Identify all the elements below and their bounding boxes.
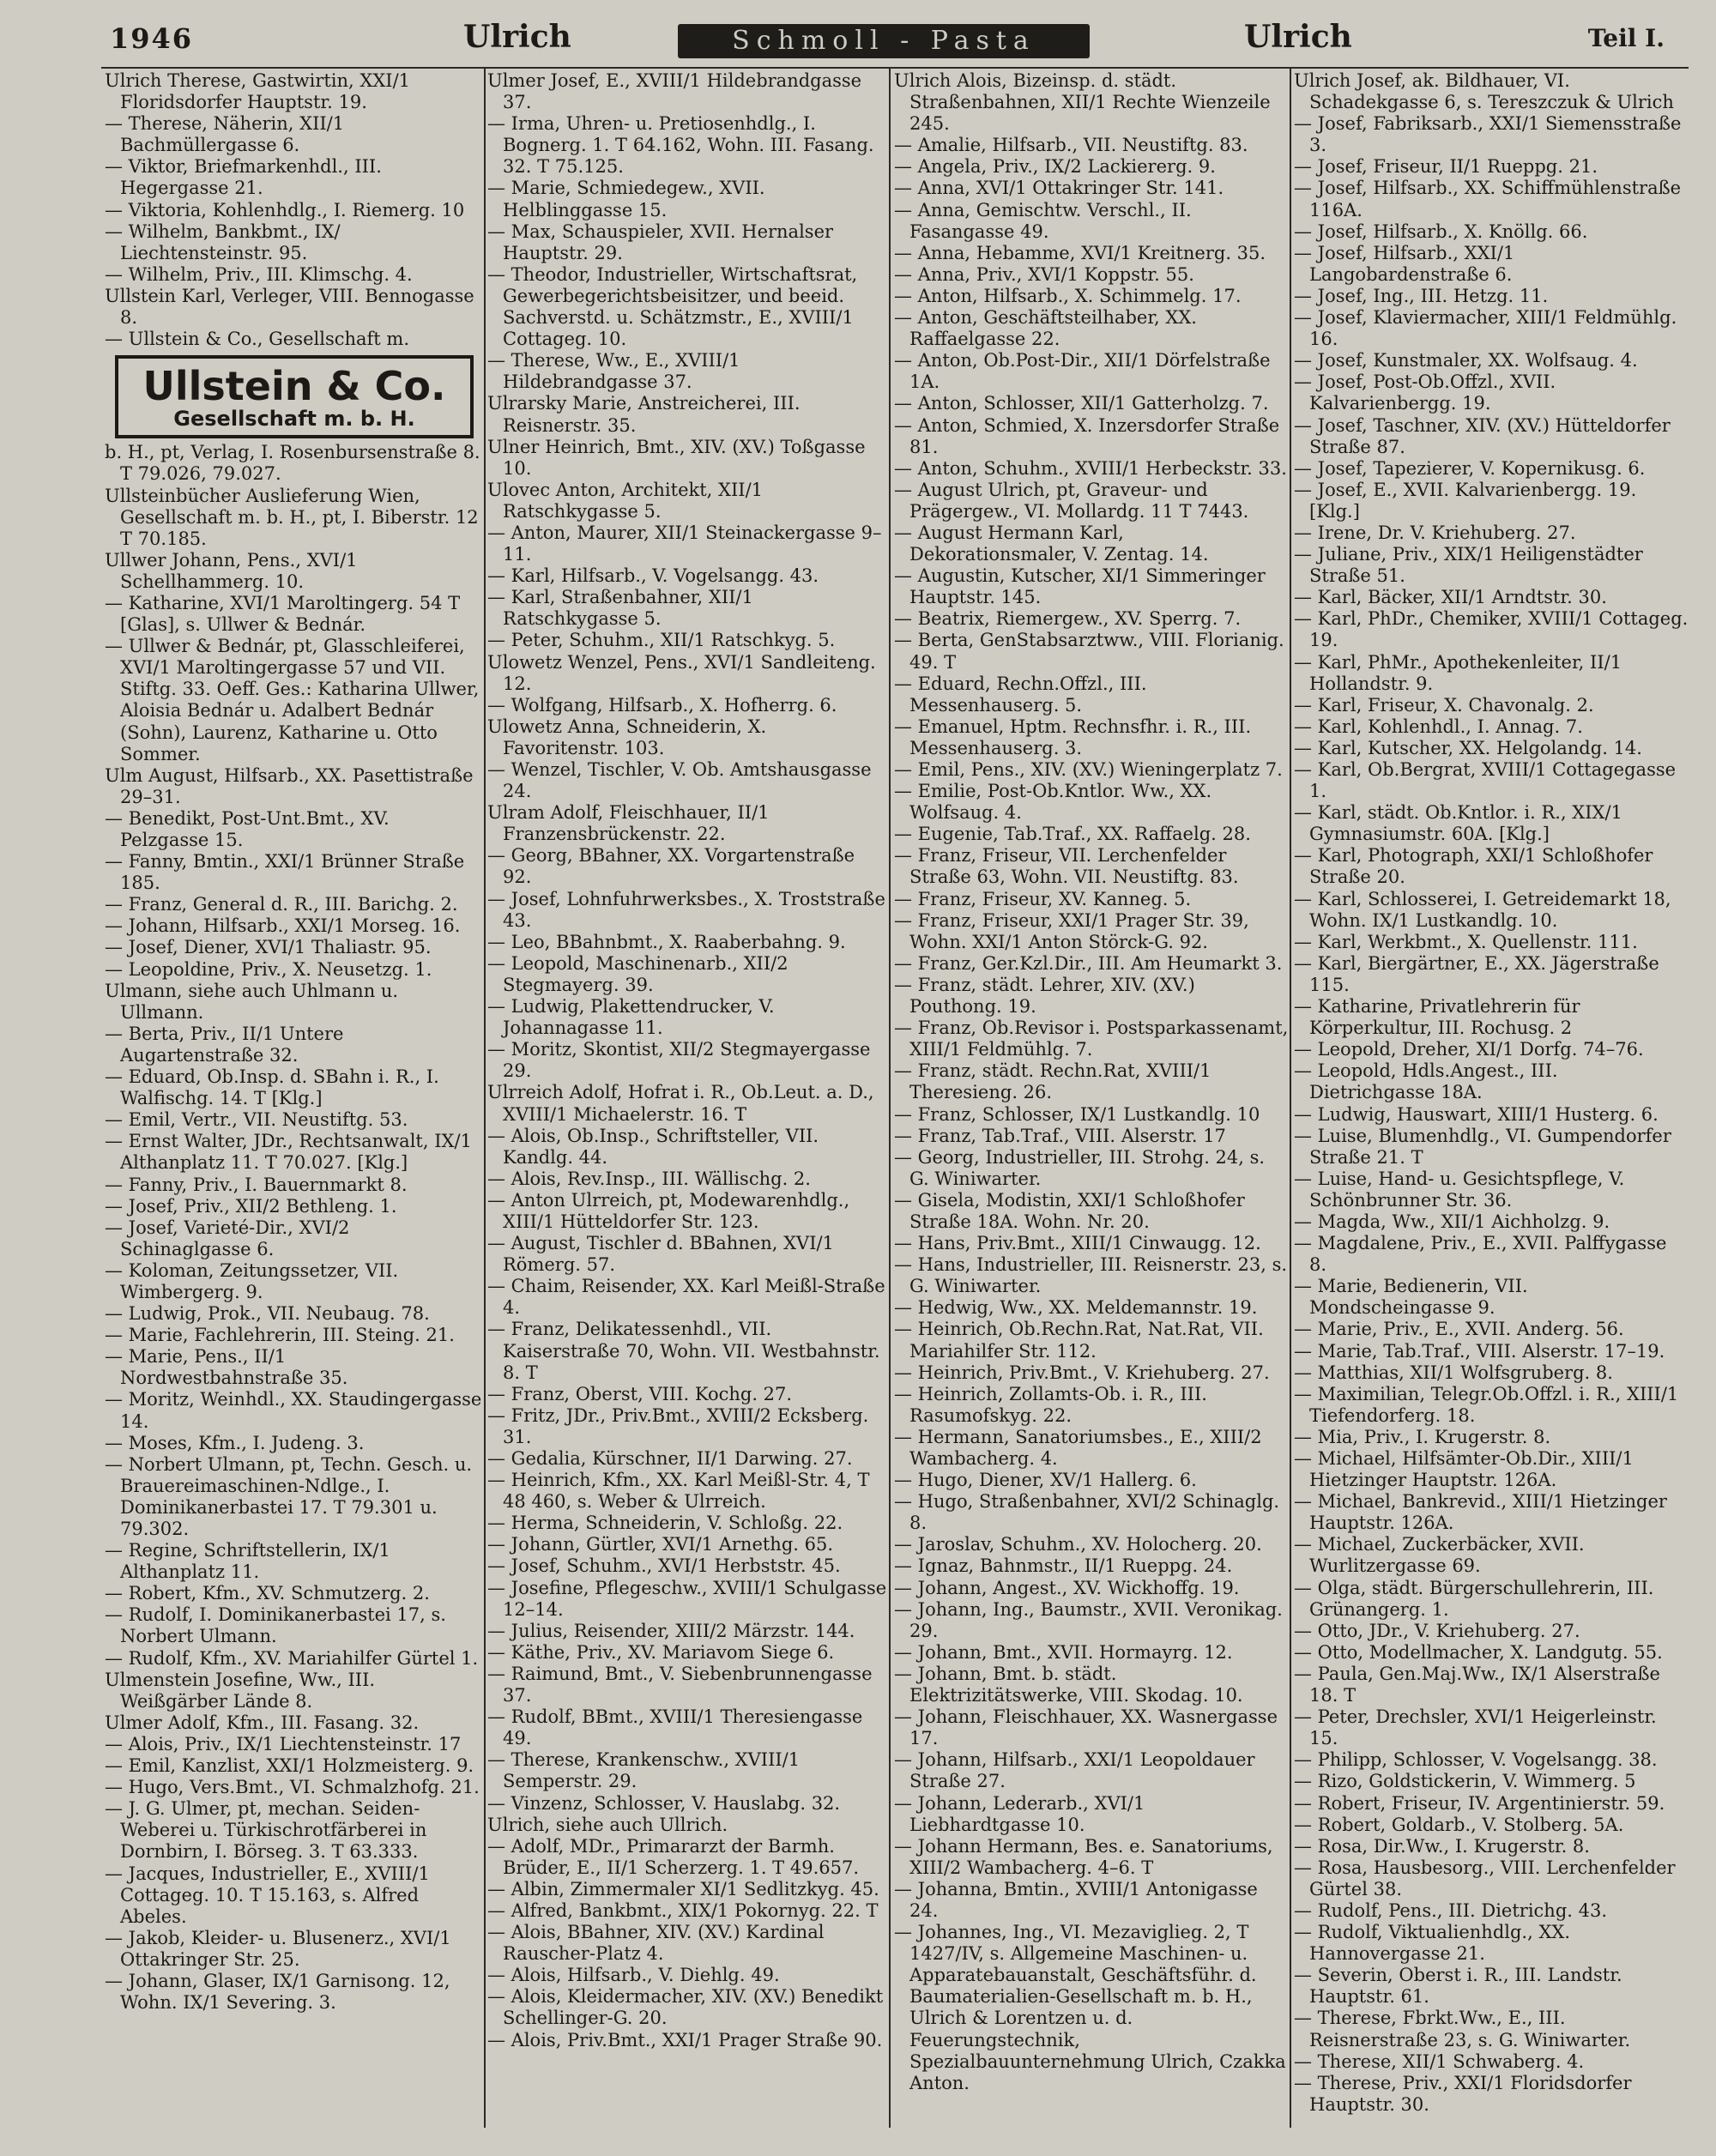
directory-entry: Ullsteinbücher Auslieferung Wien, Gesellschaft m. b. H., pt, I. Biberstr. 12 T 70.185. xyxy=(105,485,479,549)
directory-entry: — Heinrich, Zollamts-Ob. i. R., III. Rasumofskyg. 22. xyxy=(894,1383,1207,1426)
directory-entry: — Josef, E., XVII. Kalvarienbergg. 19. [Klg.] xyxy=(1294,479,1637,522)
directory-entry: — Karl, Straßenbahner, XII/1 Ratschkygasse 5. xyxy=(487,587,753,630)
directory-entry: — Viktoria, Kohlenhdlg., I. Riemerg. 10 xyxy=(105,199,465,220)
directory-entry: — Ignaz, Bahnmstr., II/1 Rueppg. 24. xyxy=(894,1555,1233,1577)
directory-entry: — Jakob, Kleider- u. Blusenerz., XVI/1 Ottakringer Str. 25. xyxy=(105,1927,451,1970)
directory-entry: — Ludwig, Hauswart, XIII/1 Husterg. 6. xyxy=(1294,1103,1659,1125)
directory-entry: Ullwer Johann, Pens., XVI/1 Schellhammerg. 10. xyxy=(105,549,358,592)
directory-entry: — Karl, PhDr., Chemiker, XVIII/1 Cottageg. 19. xyxy=(1294,608,1689,651)
directory-entry: — Josef, Hilfsarb., XXI/1 Langobardenstraße 6. xyxy=(1294,242,1515,285)
directory-entry: — Otto, JDr., V. Kriehuberg. 27. xyxy=(1294,1620,1580,1641)
directory-entry: — Leopold, Maschinenarb., XII/2 Stegmayerg. 39. xyxy=(487,952,789,995)
directory-entry: b. H., pt, Verlag, I. Rosenbursenstraße 8. T 79.026, 79.027. xyxy=(105,442,480,485)
directory-entry: — Josef, Tapezierer, V. Kopernikusg. 6. xyxy=(1294,457,1646,479)
directory-entry: — Franz, Ob.Revisor i. Postsparkassenamt, XIII/1 Feldmühlg. 7. xyxy=(894,1018,1289,1060)
directory-entry: — Johann, Fleischhauer, XX. Wasnergasse 17. xyxy=(894,1706,1278,1749)
directory-entry: — Karl, Werkbmt., X. Quellenstr. 111. xyxy=(1294,931,1638,952)
directory-entry: — Josef, Diener, XVI/1 Thaliastr. 95. xyxy=(105,937,432,958)
directory-entry: — Wilhelm, Bankbmt., IX/ Liechtensteinstr. 95. xyxy=(105,220,341,263)
directory-entry: — Theodor, Industrieller, Wirtschaftsrat, Gewerbegerichtsbeisitzer, und beeid. Sachverstd. u. Schätzmstr., E., XVIII/1 Cottageg. 10. xyxy=(487,263,858,350)
directory-entry: — Therese, Ww., E., XVIII/1 Hildebrandgasse 37. xyxy=(487,350,740,393)
directory-entry: Ulm August, Hilfsarb., XX. Pasettistraße 29–31. xyxy=(105,764,474,807)
directory-entry: — Anna, XVI/1 Ottakringer Str. 141. xyxy=(894,178,1224,199)
directory-entry: — Alois, Ob.Insp., Schriftsteller, VII. Kandlg. 44. xyxy=(487,1125,819,1168)
page-header xyxy=(103,15,1665,67)
directory-entry: — Berta, Priv., II/1 Untere Augartenstraße 32. xyxy=(105,1023,344,1066)
directory-entry: — Josef, Post-Ob.Offzl., XVII. Kalvarienbergg. 19. xyxy=(1294,371,1556,414)
directory-entry: Ulrich, siehe auch Ullrich. xyxy=(487,1814,728,1835)
directory-entry: — Johann, Ing., Baumstr., XVII. Veronikag. 29. xyxy=(894,1598,1283,1641)
directory-entry: — Johann, Gürtler, XVI/1 Arnethg. 65. xyxy=(487,1534,834,1555)
directory-entry: — Johannes, Ing., VI. Mezaviglieg. 2, T 1427/IV, s. Allgemeine Maschinen- u. Apparatebauanstalt, Geschäftsführ. d. Baumaterialien-Gesellschaft m. b. H., Ulrich & Lorentzen u. d. Feuerungstechnik, Spezialbauunternehmung Ulrich, Czakka Anton. xyxy=(894,1922,1286,2093)
directory-entry: — Heinrich, Kfm., XX. Karl Meißl-Str. 4, T 48 460, s. Weber & Ulrreich. xyxy=(487,1470,870,1513)
directory-entry: — Michael, Bankrevid., XIII/1 Hietzinger Hauptstr. 126A. xyxy=(1294,1491,1667,1534)
directory-entry: — Heinrich, Ob.Rechn.Rat, Nat.Rat, VII. Mariahilfer Str. 112. xyxy=(894,1319,1264,1362)
directory-entry: Ulmenstein Josefine, Ww., III. Weißgärber Lände 8. xyxy=(105,1669,376,1712)
directory-entry: — Hermann, Sanatoriumsbes., E., XIII/2 Wambacherg. 4. xyxy=(894,1426,1262,1469)
directory-entry: — Anton, Maurer, XII/1 Steinackergasse 9–11. xyxy=(487,522,882,565)
directory-entry: — Leopold, Hdls.Angest., III. Dietrichgasse 18A. xyxy=(1294,1060,1558,1103)
directory-entry: — Emil, Kanzlist, XXI/1 Holzmeisterg. 9. xyxy=(105,1755,474,1777)
directory-entry: — Johanna, Bmtin., XVIII/1 Antonigasse 24. xyxy=(894,1878,1258,1921)
section-label: Teil I. xyxy=(1587,24,1665,52)
directory-entry: — Alois, Hilfsarb., V. Diehlg. 49. xyxy=(487,1965,780,1986)
directory-entry: — Alois, Kleidermacher, XIV. (XV.) Benedikt Schellinger-G. 20. xyxy=(487,1986,884,2029)
directory-entry: — Ullwer & Bednár, pt, Glasschleiferei, XVI/1 Maroltingergasse 57 und VII. Stiftg. 33. Oeff. Ges.: Katharina Ullwer, Aloisia Bednár u. Adalbert Bednár (Sohn), Laurenz, Katharine u. Otto Sommer. xyxy=(105,636,480,764)
directory-entry: — Rudolf, Kfm., XV. Mariahilfer Gürtel 1. xyxy=(105,1647,479,1669)
directory-entry: — Georg, Industrieller, III. Strohg. 24, s. G. Winiwarter. xyxy=(894,1146,1266,1189)
directory-entry: — Ernst Walter, JDr., Rechtsanwalt, IX/1 Althanplatz 11. T 70.027. [Klg.] xyxy=(105,1131,472,1174)
directory-entry: — Anna, Priv., XVI/1 Koppstr. 55. xyxy=(894,263,1194,285)
directory-entry: — Moritz, Weinhdl., XX. Staudingergasse 14. xyxy=(105,1389,482,1432)
directory-entry: — Rudolf, Viktualienhdlg., XX. Hannovergasse 21. xyxy=(1294,1922,1571,1965)
directory-entry: — Franz, städt. Lehrer, XIV. (XV.) Pouthong. 19. xyxy=(894,974,1195,1018)
directory-entry: — Maximilian, Telegr.Ob.Offzl. i. R., XIII/1 Tiefendorferg. 18. xyxy=(1294,1383,1679,1426)
directory-entry: — Severin, Oberst i. R., III. Landstr. Hauptstr. 61. xyxy=(1294,1965,1622,2008)
directory-entry: — Josef, Klaviermacher, XIII/1 Feldmühlg. 16. xyxy=(1294,307,1677,350)
directory-entry: — Adolf, MDr., Primararzt der Barmh. Brüder, E., II/1 Scherzerg. 1. T 49.657. xyxy=(487,1835,860,1878)
directory-entry: Ulmer Josef, E., XVIII/1 Hildebrandgasse 37. xyxy=(487,70,862,113)
directory-entry: — Marie, Bedienerin, VII. Mondscheingasse 9. xyxy=(1294,1276,1528,1319)
directory-entry: — Johann, Bmt. b. städt. Elektrizitätswerke, VIII. Skodag. 10. xyxy=(894,1663,1243,1706)
directory-entry: — Anton, Geschäftsteilhaber, XX. Raffaelgasse 22. xyxy=(894,307,1197,350)
directory-entry: — Karl, Biergärtner, E., XX. Jägerstraße 115. xyxy=(1294,952,1659,995)
directory-entry: — Anna, Hebamme, XVI/1 Kreitnerg. 35. xyxy=(894,242,1266,263)
directory-entry: — Luise, Blumenhdlg., VI. Gumpendorfer Straße 21. T xyxy=(1294,1125,1671,1168)
directory-entry: Ulrarsky Marie, Anstreicherei, III. Reisnerstr. 35. xyxy=(487,393,801,436)
directory-entry: — Josef, Hilfsarb., X. Knöllg. 66. xyxy=(1294,220,1588,242)
directory-entry: — Regine, Schriftstellerin, IX/1 Althanplatz 11. xyxy=(105,1540,390,1583)
directory-entry: — Franz, Oberst, VIII. Kochg. 27. xyxy=(487,1383,793,1404)
directory-entry: — Katharine, Privatlehrerin für Körperkultur, III. Rochusg. 2 xyxy=(1294,996,1580,1039)
directory-entry: — Olga, städt. Bürgerschullehrerin, III. Grünangerg. 1. xyxy=(1294,1577,1654,1620)
directory-entry: — Wilhelm, Priv., III. Klimschg. 4. xyxy=(105,263,413,285)
directory-entry: — Leopold, Dreher, XI/1 Dorfg. 74–76. xyxy=(1294,1039,1644,1060)
directory-entry: — Max, Schauspieler, XVII. Hernalser Hauptstr. 29. xyxy=(487,220,834,263)
directory-entry: — J. G. Ulmer, pt, mechan. Seiden-Weberei u. Türkischrotfärberei in Dornbirn, I. Börseg. 3. T 63.333. xyxy=(105,1798,427,1863)
column-divider xyxy=(889,69,891,2128)
directory-entry: — Käthe, Priv., XV. Mariavom Siege 6. xyxy=(487,1641,835,1663)
column-1 xyxy=(105,70,482,2138)
directory-entry: — Therese, Fbrkt.Ww., E., III. Reisnerstraße 23, s. G. Winiwarter. xyxy=(1294,2008,1631,2050)
directory-entry: — Moses, Kfm., I. Judeng. 3. xyxy=(105,1432,365,1453)
column-divider xyxy=(1290,69,1291,2128)
directory-entry: — Franz, Friseur, XV. Kanneg. 5. xyxy=(894,888,1192,909)
directory-entry: — Karl, Ob.Bergrat, XVIII/1 Cottagegasse 1. xyxy=(1294,759,1677,802)
directory-entry: — Michael, Zuckerbäcker, XVII. Wurlitzergasse 69. xyxy=(1294,1534,1585,1577)
directory-entry: — August Hermann Karl, Dekorationsmaler, V. Zentag. 14. xyxy=(894,522,1209,565)
directory-entry: — Magda, Ww., XII/1 Aichholzg. 9. xyxy=(1294,1211,1610,1232)
directory-entry: — Juliane, Priv., XIX/1 Heiligenstädter Straße 51. xyxy=(1294,544,1643,587)
directory-entry: — Josef, Friseur, II/1 Rueppg. 21. xyxy=(1294,156,1598,178)
directory-entry: — Albin, Zimmermaler XI/1 Sedlitzkyg. 45. xyxy=(487,1878,879,1899)
directory-entry: — Fanny, Priv., I. Bauernmarkt 8. xyxy=(105,1174,408,1195)
ad-title: Ullstein & Co. xyxy=(142,363,446,410)
directory-entry: — Fritz, JDr., Priv.Bmt., XVIII/2 Ecksberg. 31. xyxy=(487,1404,869,1447)
directory-entry: — Therese, Näherin, XII/1 Bachmüllergasse 6. xyxy=(105,113,345,156)
directory-entry: — Gedalia, Kürschner, II/1 Darwing. 27. xyxy=(487,1448,853,1469)
directory-entry: — Viktor, Briefmarkenhdl., III. Hegergasse 21. xyxy=(105,156,382,199)
directory-entry: — Hugo, Vers.Bmt., VI. Schmalzhofg. 21. xyxy=(105,1777,480,1798)
directory-entry: — Josef, Schuhm., XVI/1 Herbststr. 45. xyxy=(487,1555,841,1577)
directory-entry: — Rosa, Dir.Ww., I. Krugerstr. 8. xyxy=(1294,1835,1590,1857)
directory-entry: — Georg, BBahner, XX. Vorgartenstraße 92. xyxy=(487,845,855,888)
directory-entry: — Karl, Kutscher, XX. Helgolandg. 14. xyxy=(1294,737,1642,758)
directory-entry: — Franz, Schlosser, IX/1 Lustkandlg. 10 xyxy=(894,1103,1260,1125)
running-head-right: Ulrich xyxy=(1244,19,1352,55)
directory-entry: — Marie, Fachlehrerin, III. Steing. 21. xyxy=(105,1325,455,1346)
directory-entry: — Anton, Ob.Post-Dir., XII/1 Dörfelstraße 1A. xyxy=(894,350,1271,393)
directory-entry: — Alois, Rev.Insp., III. Wällischg. 2. xyxy=(487,1168,811,1189)
directory-entry: Ulmer Adolf, Kfm., III. Fasang. 32. xyxy=(105,1712,420,1733)
directory-entry: — Josef, Priv., XII/2 Bethleng. 1. xyxy=(105,1195,397,1217)
directory-entry: — Katharine, XVI/1 Maroltingerg. 54 T [Glas], s. Ullwer & Bednár. xyxy=(105,592,461,636)
directory-entry: — Karl, Kohlenhdl., I. Annag. 7. xyxy=(1294,716,1583,737)
directory-entry: — Robert, Goldarb., V. Stolberg. 5A. xyxy=(1294,1814,1624,1835)
directory-entry: — Mia, Priv., I. Krugerstr. 8. xyxy=(1294,1426,1551,1447)
directory-entry: — Therese, Krankenschw., XVIII/1 Semperstr. 29. xyxy=(487,1749,801,1792)
directory-entry: — Raimund, Bmt., V. Siebenbrunnengasse 37. xyxy=(487,1663,873,1706)
directory-entry: — Marie, Tab.Traf., VIII. Alserstr. 17–19. xyxy=(1294,1340,1665,1362)
directory-entry: — Leopoldine, Priv., X. Neusetzg. 1. xyxy=(105,958,432,980)
directory-entry: — Emil, Pens., XIV. (XV.) Wieningerplatz 7. xyxy=(894,759,1283,780)
directory-entry: — Augustin, Kutscher, XI/1 Simmeringer Hauptstr. 145. xyxy=(894,565,1266,608)
directory-entry: — Josef, Varieté-Dir., XVI/2 Schinaglgasse 6. xyxy=(105,1217,350,1259)
directory-entry: — Karl, städt. Ob.Kntlor. i. R., XIX/1 Gymnasiumstr. 60A. [Klg.] xyxy=(1294,802,1622,845)
directory-entry: — Josef, Fabriksarb., XXI/1 Siemensstraße 3. xyxy=(1294,113,1682,156)
directory-entry: — Karl, Friseur, X. Chavonalg. 2. xyxy=(1294,694,1594,716)
directory-entry: — Karl, Bäcker, XII/1 Arndtstr. 30. xyxy=(1294,587,1607,608)
directory-entry: — Matthias, XII/1 Wolfsgruberg. 8. xyxy=(1294,1362,1613,1383)
directory-entry: — Alfred, Bankbmt., XIX/1 Pokornyg. 22. T xyxy=(487,1899,879,1921)
directory-entry: — Franz, städt. Rechn.Rat, XVIII/1 Theresieng. 26. xyxy=(894,1060,1211,1103)
directory-entry: — Vinzenz, Schlosser, V. Hauslabg. 32. xyxy=(487,1792,841,1814)
directory-entry: — Alois, Priv., IX/1 Liechtensteinstr. 17 xyxy=(105,1733,462,1754)
page-year: 1946 xyxy=(110,22,194,55)
column-divider xyxy=(484,69,486,2128)
directory-entry: — Heinrich, Priv.Bmt., V. Kriehuberg. 27. xyxy=(894,1362,1270,1383)
directory-entry: — Moritz, Skontist, XII/2 Stegmayergasse 29. xyxy=(487,1039,871,1082)
directory-entry: — Angela, Priv., IX/2 Lackiererg. 9. xyxy=(894,156,1216,178)
directory-entry: — Ullstein & Co., Gesellschaft m. xyxy=(105,329,410,350)
directory-entry: — Wolfgang, Hilfsarb., X. Hofherrg. 6. xyxy=(487,694,837,716)
directory-entry: — Beatrix, Riemergew., XV. Sperrg. 7. xyxy=(894,608,1242,630)
directory-entry: — Franz, Tab.Traf., VIII. Alserstr. 17 xyxy=(894,1125,1226,1146)
directory-entry: Ulrich Josef, ak. Bildhauer, VI. Schadekgasse 6, s. Tereszczuk & Ulrich xyxy=(1294,70,1674,113)
directory-entry: Ulrich Alois, Bizeinsp. d. städt. Straßenbahnen, XII/1 Rechte Wienzeile 245. xyxy=(894,70,1271,135)
directory-entry: — Anna, Gemischtw. Verschl., II. Fasangasse 49. xyxy=(894,199,1192,242)
directory-entry: Ulmann, siehe auch Uhlmann u. Ullmann. xyxy=(105,980,399,1023)
directory-entry: — Johann, Glaser, IX/1 Garnisong. 12, Wohn. IX/1 Severing. 3. xyxy=(105,1970,450,2014)
directory-entry: — Irma, Uhren- u. Pretiosenhdlg., I. Bognerg. 1. T 64.162, Wohn. III. Fasang. 32. T 75.125. xyxy=(487,113,874,178)
directory-entry: — Luise, Hand- u. Gesichtspflege, V. Schönbrunner Str. 36. xyxy=(1294,1168,1625,1211)
directory-entry: — Johann, Bmt., XVII. Hormayrg. 12. xyxy=(894,1641,1233,1663)
directory-entry: — Eugenie, Tab.Traf., XX. Raffaelg. 28. xyxy=(894,824,1251,845)
directory-entry: — Fanny, Bmtin., XXI/1 Brünner Straße 185. xyxy=(105,851,465,894)
directory-entry: — Leo, BBahnbmt., X. Raaberbahng. 9. xyxy=(487,931,846,952)
directory-entry: — Julius, Reisender, XIII/2 Märzstr. 144. xyxy=(487,1620,855,1641)
directory-entry: — Peter, Schuhm., XII/1 Ratschkyg. 5. xyxy=(487,630,836,651)
directory-entry: — Ludwig, Plakettendrucker, V. Johannagasse 11. xyxy=(487,996,775,1039)
directory-entry: — Hans, Priv.Bmt., XIII/1 Cinwaugg. 12. xyxy=(894,1233,1261,1254)
column-3 xyxy=(894,70,1289,2138)
directory-entry: — Franz, General d. R., III. Barichg. 2. xyxy=(105,894,458,915)
directory-entry: — Franz, Friseur, XXI/1 Prager Str. 39, Wohn. XXI/1 Anton Störck-G. 92. xyxy=(894,909,1249,952)
directory-entry: — Johann, Angest., XV. Wickhoffg. 19. xyxy=(894,1577,1240,1598)
directory-entry: — Hedwig, Ww., XX. Meldemannstr. 19. xyxy=(894,1297,1258,1319)
directory-entry: — Josef, Hilfsarb., XX. Schiffmühlenstraße 116A. xyxy=(1294,178,1682,220)
directory-entry: — Emil, Vertr., VII. Neustiftg. 53. xyxy=(105,1109,408,1131)
directory-entry: Ulram Adolf, Fleischhauer, II/1 Franzensbrückenstr. 22. xyxy=(487,802,770,845)
running-head-left: Ulrich xyxy=(463,19,571,55)
directory-entry: — Emanuel, Hptm. Rechnsfhr. i. R., III. Messenhauserg. 3. xyxy=(894,716,1252,758)
directory-entry: — Anton, Schuhm., XVIII/1 Herbeckstr. 33. xyxy=(894,457,1287,479)
directory-entry: — Rudolf, I. Dominikanerbastei 17, s. Norbert Ulmann. xyxy=(105,1604,446,1647)
directory-entry: — Benedikt, Post-Unt.Bmt., XV. Pelzgasse 15. xyxy=(105,807,390,850)
directory-entry: — Anton, Schmied, X. Inzersdorfer Straße 81. xyxy=(894,414,1280,457)
directory-entry: — Magdalene, Priv., E., XVII. Palffygasse 8. xyxy=(1294,1233,1667,1276)
directory-entry: Ullstein Karl, Verleger, VIII. Bennogasse 8. xyxy=(105,285,474,329)
directory-entry: — Alois, BBahner, XIV. (XV.) Kardinal Rauscher-Platz 4. xyxy=(487,1922,825,1965)
directory-entry: — Jaroslav, Schuhm., XV. Holocherg. 20. xyxy=(894,1534,1262,1555)
directory-entry: — Josefine, Pflegeschw., XVIII/1 Schulgasse 12–14. xyxy=(487,1577,887,1620)
directory-entry: — Josef, Taschner, XIV. (XV.) Hütteldorfer Straße 87. xyxy=(1294,414,1671,457)
directory-entry: — Josef, Ing., III. Hetzg. 11. xyxy=(1294,285,1549,306)
directory-entry: — Eduard, Rechn.Offzl., III. Messenhauserg. 5. xyxy=(894,673,1147,716)
directory-entry: — Therese, XII/1 Schwaberg. 4. xyxy=(1294,2050,1585,2072)
directory-entry: — Franz, Ger.Kzl.Dir., III. Am Heumarkt 3. xyxy=(894,952,1283,974)
directory-entry: — Therese, Priv., XXI/1 Floridsdorfer Hauptstr. 30. xyxy=(1294,2072,1632,2115)
directory-entry: — Anton, Hilfsarb., X. Schimmelg. 17. xyxy=(894,285,1242,306)
advertisement-box xyxy=(115,355,474,438)
directory-entry: — Anton Ulrreich, pt, Modewarenhdlg., XIII/1 Hütteldorfer Str. 123. xyxy=(487,1189,850,1232)
directory-entry: — Johann Hermann, Bes. e. Sanatoriums, XIII/2 Wambacherg. 4–6. T xyxy=(894,1835,1273,1878)
directory-entry: — Marie, Priv., E., XVII. Anderg. 56. xyxy=(1294,1319,1624,1340)
directory-entry: — Norbert Ulmann, pt, Techn. Gesch. u. Brauereimaschinen-Ndlge., I. Dominikanerbastei 17. T 79.301 u. 79.302. xyxy=(105,1453,473,1539)
directory-entry: — Michael, Hilfsämter-Ob.Dir., XIII/1 Hietzinger Hauptstr. 126A. xyxy=(1294,1448,1634,1491)
directory-entry: — Gisela, Modistin, XXI/1 Schloßhofer Straße 18A. Wohn. Nr. 20. xyxy=(894,1189,1245,1232)
directory-entry: Ulrreich Adolf, Hofrat i. R., Ob.Leut. a. D., XVIII/1 Michaelerstr. 16. T xyxy=(487,1082,874,1125)
directory-entry: — Franz, Delikatessenhdl., VII. Kaiserstraße 70, Wohn. VII. Westbahnstr. 8. T xyxy=(487,1319,880,1383)
directory-entry: Ulovec Anton, Architekt, XII/1 Ratschkygasse 5. xyxy=(487,479,763,522)
directory-entry: — August Ulrich, pt, Graveur- und Prägergew., VI. Mollardg. 11 T 7443. xyxy=(894,479,1249,522)
directory-entry: — Hugo, Straßenbahner, XVI/2 Schinaglg. 8. xyxy=(894,1491,1280,1534)
directory-entry: — Koloman, Zeitungssetzer, VII. Wimbergerg. 9. xyxy=(105,1259,399,1302)
directory-entry: — Karl, Photograph, XXI/1 Schloßhofer Straße 20. xyxy=(1294,845,1653,888)
directory-entry: — Robert, Friseur, IV. Argentinierstr. 59. xyxy=(1294,1792,1665,1814)
directory-entry: — Marie, Pens., II/1 Nordwestbahnstraße 35. xyxy=(105,1346,348,1389)
directory-entry: — Franz, Friseur, VII. Lerchenfelder Straße 63, Wohn. VII. Neustiftg. 83. xyxy=(894,845,1239,888)
directory-entry: — Berta, GenStabsarztww., VIII. Florianig. 49. T xyxy=(894,630,1284,673)
directory-entry: — Peter, Drechsler, XVI/1 Heigerleinstr. 15. xyxy=(1294,1706,1657,1749)
directory-entry: — Johann, Hilfsarb., XXI/1 Morseg. 16. xyxy=(105,915,461,937)
directory-entry: — Anton, Schlosser, XII/1 Gatterholzg. 7. xyxy=(894,393,1269,414)
directory-entry: — August, Tischler d. BBahnen, XVI/1 Römerg. 57. xyxy=(487,1233,834,1276)
directory-entry: Ulowetz Anna, Schneiderin, X. Favoritenstr. 103. xyxy=(487,716,767,758)
directory-entry: — Wenzel, Tischler, V. Ob. Amtshausgasse 24. xyxy=(487,759,872,802)
directory-entry: — Chaim, Reisender, XX. Karl Meißl-Straße 4. xyxy=(487,1276,885,1319)
directory-entry: — Rizo, Goldstickerin, V. Wimmerg. 5 xyxy=(1294,1771,1636,1792)
directory-entry: — Rudolf, Pens., III. Dietrichg. 43. xyxy=(1294,1899,1608,1921)
directory-entry: — Rudolf, BBmt., XVIII/1 Theresiengasse 49. xyxy=(487,1706,863,1749)
directory-entry: — Johann, Hilfsarb., XXI/1 Leopoldauer Straße 27. xyxy=(894,1749,1255,1792)
directory-entry: — Karl, PhMr., Apothekenleiter, II/1 Hollandstr. 9. xyxy=(1294,651,1622,694)
directory-entry: — Herma, Schneiderin, V. Schloßg. 22. xyxy=(487,1513,843,1534)
directory-entry: — Marie, Schmiedegew., XVII. Helblinggasse 15. xyxy=(487,178,765,220)
directory-entry: — Philipp, Schlosser, V. Vogelsangg. 38. xyxy=(1294,1749,1658,1771)
directory-entry: — Josef, Kunstmaler, XX. Wolfsaug. 4. xyxy=(1294,350,1638,371)
directory-entry: — Karl, Hilfsarb., V. Vogelsangg. 43. xyxy=(487,565,819,587)
column-4 xyxy=(1294,70,1689,2138)
directory-entry: — Paula, Gen.Maj.Ww., IX/1 Alserstraße 18. T xyxy=(1294,1663,1660,1706)
directory-entry: — Hugo, Diener, XV/1 Hallerg. 6. xyxy=(894,1470,1197,1491)
directory-entry: — Irene, Dr. V. Kriehuberg. 27. xyxy=(1294,522,1576,543)
directory-entry: — Robert, Kfm., XV. Schmutzerg. 2. xyxy=(105,1583,430,1604)
directory-entry: — Eduard, Ob.Insp. d. SBahn i. R., I. Walfischg. 14. T [Klg.] xyxy=(105,1066,439,1109)
header-rule xyxy=(101,67,1689,69)
directory-entry: — Hans, Industrieller, III. Reisnerstr. 23, s. G. Winiwarter. xyxy=(894,1254,1288,1297)
directory-entry: — Jacques, Industrieller, E., XVIII/1 Cottageg. 10. T 15.163, s. Alfred Abeles. xyxy=(105,1863,430,1927)
directory-entry: — Amalie, Hilfsarb., VII. Neustiftg. 83. xyxy=(894,135,1248,156)
directory-entry: — Johann, Lederarb., XVI/1 Liebhardtgasse 10. xyxy=(894,1792,1145,1835)
directory-entry: — Emilie, Post-Ob.Kntlor. Ww., XX. Wolfsaug. 4. xyxy=(894,781,1212,824)
directory-entry: — Rosa, Hausbesorg., VIII. Lerchenfelder Gürtel 38. xyxy=(1294,1857,1676,1899)
ad-subtitle: Gesellschaft m. b. H. xyxy=(173,407,415,432)
column-2 xyxy=(487,70,887,2138)
directory-entry: — Josef, Lohnfuhrwerksbes., X. Troststraße 43. xyxy=(487,888,885,931)
directory-entry: — Karl, Schlosserei, I. Getreidemarkt 18, Wohn. IX/1 Lustkandlg. 10. xyxy=(1294,888,1671,931)
directory-entry: — Alois, Priv.Bmt., XXI/1 Prager Straße 90. xyxy=(487,2029,883,2050)
advertising-banner: Schmoll - Pasta xyxy=(678,24,1090,58)
directory-entry: — Ludwig, Prok., VII. Neubaug. 78. xyxy=(105,1303,430,1325)
directory-entry: Ulowetz Wenzel, Pens., XVI/1 Sandleiteng. 12. xyxy=(487,651,876,694)
directory-entry: Ulner Heinrich, Bmt., XIV. (XV.) Toßgasse 10. xyxy=(487,436,866,479)
directory-entry: Ulrich Therese, Gastwirtin, XXI/1 Floridsdorfer Hauptstr. 19. xyxy=(105,70,411,113)
directory-entry: — Otto, Modellmacher, X. Landgutg. 55. xyxy=(1294,1641,1663,1663)
